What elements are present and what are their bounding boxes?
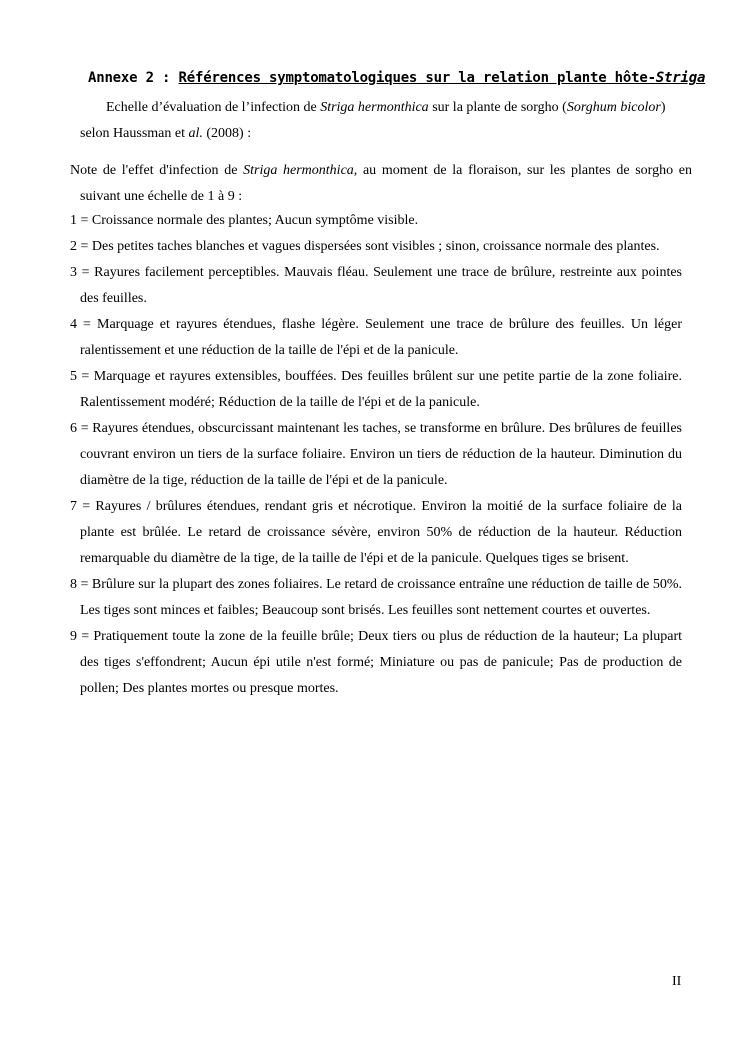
intro-species: Striga hermonthica [320, 100, 429, 115]
intro-part1: Echelle d’évaluation de l’infection de [106, 100, 321, 115]
intro-etal: al. [188, 126, 203, 141]
intro-host: Sorghum bicolor [566, 100, 661, 115]
scale-item-5: 5 = Marquage et rayures extensibles, bouffées. Des feuilles brûlent sur une petite partie de la zone foliaire. Ralentissement modéré; Réduction de la taille de l'épi et de la panicule. [70, 369, 682, 410]
scale-item-1: 1 = Croissance normale des plantes; Aucun symptôme visible. [70, 213, 419, 228]
scale-list [70, 208, 682, 702]
scale-item-8: 8 = Brûlure sur la plupart des zones foliaires. Le retard de croissance entraîne une réduction de taille de 50%. Les tiges sont minces et faibles; Beaucoup sont brisés. Les feuilles sont nettement courtes et ouvertes. [70, 577, 682, 618]
scale-item-6: 6 = Rayures étendues, obscurcissant maintenant les taches, se transforme en brûlure. Des brûlures de feuilles couvrant environ un tiers de la surface foliaire. Environ un tiers de réduction de la hauteur. Diminution du diamètre de la tige, réduction de la taille de l'épi et de la panicule. [70, 421, 682, 488]
intro-part3: ) selon Haussman et [80, 100, 666, 141]
scale-item-7: 7 = Rayures / brûlures étendues, rendant gris et nécrotique. Environ la moitié de la surface foliaire de la plante est brûlée. Le retard de croissance sévère, environ 50% de réduction de la hauteur. Réduction remarquable du diamètre de la tige, de la taille de l'épi et de la panicule. Quelques tiges se brisent. [70, 499, 682, 566]
note-part2: , au moment de la floraison, sur les plantes de sorgho en suivant une échelle de 1 à 9 : [80, 163, 692, 204]
annex-title-text: Références symptomatologiques sur la relation plante hôte- [178, 70, 656, 86]
annex-title-italic: Striga [655, 70, 706, 86]
scale-item-3: 3 = Rayures facilement perceptibles. Mauvais fléau. Seulement une trace de brûlure, restreinte aux pointes des feuilles. [70, 265, 682, 306]
intro-part2: sur la plante de sorgho ( [428, 100, 567, 115]
scale-item-4: 4 = Marquage et rayures étendues, flashe légère. Seulement une trace de brûlure des feuilles. Un léger ralentissement et une réduction de la taille de l'épi et de la panicule. [70, 317, 682, 358]
intro-paragraph [80, 95, 682, 147]
scale-item-9: 9 = Pratiquement toute la zone de la feuille brûle; Deux tiers ou plus de réduction de la hauteur; La plupart des tiges s'effondrent; Aucun épi utile n'est formé; Miniature ou pas de panicule; Pas de production de pollen; Des plantes mortes ou presque mortes. [70, 629, 682, 696]
intro-part4: (2008) : [202, 126, 252, 141]
annex-label: Annexe 2 : [88, 70, 171, 86]
note-paragraph [70, 158, 692, 210]
annex-heading [88, 70, 708, 86]
note-part1: Note de l'effet d'infection de [70, 163, 244, 178]
annex-title [179, 70, 706, 86]
note-species: Striga hermonthica [243, 163, 354, 178]
page-number: II [672, 974, 682, 989]
scale-item-2: 2 = Des petites taches blanches et vagues dispersées sont visibles ; sinon, croissance normale des plantes. [70, 239, 660, 254]
